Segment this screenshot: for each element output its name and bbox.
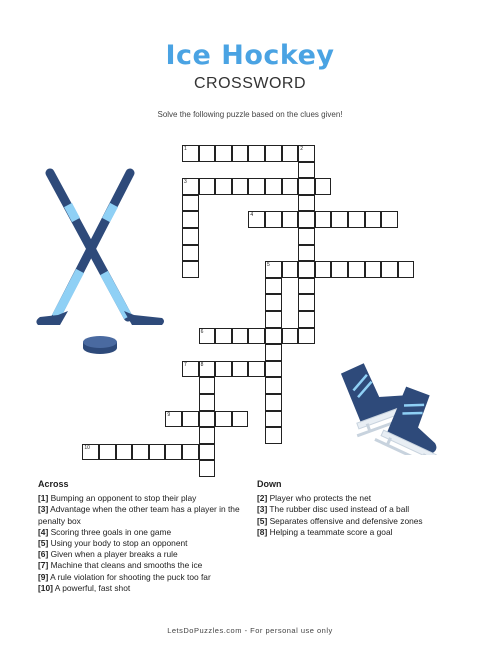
grid-cell[interactable] <box>232 328 249 345</box>
clue-number-label: 6 <box>200 328 204 335</box>
grid-cell[interactable] <box>182 178 199 195</box>
grid-cell[interactable] <box>248 211 265 228</box>
grid-cell[interactable] <box>199 328 216 345</box>
grid-cell[interactable] <box>265 145 282 162</box>
grid-cell[interactable] <box>315 211 332 228</box>
clue-number-label: 4 <box>250 212 254 219</box>
grid-cell[interactable] <box>298 328 315 345</box>
across-clue <box>38 527 248 538</box>
grid-cell[interactable] <box>248 145 265 162</box>
grid-cell[interactable] <box>315 178 332 195</box>
grid-cell[interactable] <box>265 394 282 411</box>
grid-cell[interactable] <box>165 444 182 461</box>
down-clues <box>257 479 462 538</box>
grid-cell[interactable] <box>199 460 216 477</box>
grid-cell[interactable] <box>282 178 299 195</box>
grid-cell[interactable] <box>265 377 282 394</box>
clue-number-label: 7 <box>184 361 187 368</box>
grid-cell[interactable] <box>348 261 365 278</box>
grid-cell[interactable] <box>232 411 249 428</box>
grid-cell[interactable] <box>99 444 116 461</box>
across-clue <box>38 560 248 571</box>
puzzle-title: Ice Hockey <box>165 40 335 71</box>
grid-cell[interactable] <box>232 178 249 195</box>
grid-cell[interactable] <box>182 195 199 212</box>
grid-cell[interactable] <box>215 411 232 428</box>
down-clue <box>257 527 462 538</box>
down-clue <box>257 516 462 527</box>
grid-cell[interactable] <box>298 261 315 278</box>
grid-cell[interactable] <box>215 178 232 195</box>
grid-cell[interactable] <box>298 195 315 212</box>
across-clue <box>38 572 248 583</box>
grid-cell[interactable] <box>282 261 299 278</box>
clue-number: [6] <box>38 549 49 560</box>
grid-cell[interactable] <box>298 294 315 311</box>
grid-cell[interactable] <box>182 245 199 262</box>
clue-text: Player who protects the net <box>267 493 372 504</box>
grid-cell[interactable] <box>282 328 299 345</box>
grid-cell[interactable] <box>298 145 315 162</box>
grid-cell[interactable] <box>265 311 282 328</box>
clue-number: [5] <box>38 538 49 549</box>
grid-cell[interactable] <box>265 178 282 195</box>
grid-cell[interactable] <box>232 361 249 378</box>
grid-cell[interactable] <box>298 278 315 295</box>
grid-cell[interactable] <box>298 178 315 195</box>
across-clue <box>38 493 248 504</box>
grid-cell[interactable] <box>265 361 282 378</box>
grid-cell[interactable] <box>282 211 299 228</box>
grid-cell[interactable] <box>215 361 232 378</box>
puzzle-subtitle: CROSSWORD <box>193 75 307 92</box>
clue-text: Machine that cleans and smooths the ice <box>48 560 203 571</box>
grid-cell[interactable] <box>298 162 315 179</box>
grid-cell[interactable] <box>398 261 415 278</box>
grid-cell[interactable] <box>132 444 149 461</box>
clue-number-label: 10 <box>84 444 90 451</box>
clue-number: [2] <box>257 493 268 504</box>
grid-cell[interactable] <box>199 394 216 411</box>
across-clue <box>38 583 248 594</box>
grid-cell[interactable] <box>182 145 199 162</box>
grid-cell[interactable] <box>149 444 166 461</box>
grid-cell[interactable] <box>298 228 315 245</box>
across-heading: Across <box>38 479 69 489</box>
grid-cell[interactable] <box>365 261 382 278</box>
grid-cell[interactable] <box>199 411 216 428</box>
grid-cell[interactable] <box>265 344 282 361</box>
grid-cell[interactable] <box>199 377 216 394</box>
clue-text: A rule violation for shooting the puck too far <box>48 571 211 582</box>
grid-cell[interactable] <box>248 178 265 195</box>
clue-text: A powerful, fast shot <box>52 582 131 593</box>
grid-cell[interactable] <box>298 311 315 328</box>
clue-number: [4] <box>38 526 49 537</box>
grid-cell[interactable] <box>182 411 199 428</box>
grid-cell[interactable] <box>182 361 199 378</box>
clue-number: [10] <box>38 582 53 593</box>
down-heading: Down <box>257 479 282 489</box>
across-clue <box>38 504 248 526</box>
footer-text: LetsDoPuzzles.com - For personal use only <box>167 626 333 635</box>
clue-number-label: 1 <box>184 146 187 152</box>
grid-cell[interactable] <box>182 444 199 461</box>
across-clues <box>38 479 248 594</box>
down-clue <box>257 493 462 504</box>
grid-cell[interactable] <box>248 361 265 378</box>
grid-cell[interactable] <box>348 211 365 228</box>
clue-number: [9] <box>38 571 49 582</box>
clue-number: [3] <box>38 504 49 515</box>
clue-text: Scoring three goals in one game <box>48 526 172 537</box>
grid-cell[interactable] <box>265 411 282 428</box>
grid-cell[interactable] <box>331 261 348 278</box>
clue-number-label: 2 <box>300 146 303 152</box>
grid-cell[interactable] <box>232 145 249 162</box>
clue-number: [1] <box>38 493 49 504</box>
grid-cell[interactable] <box>199 427 216 444</box>
grid-cell[interactable] <box>365 211 382 228</box>
grid-cell[interactable] <box>381 261 398 278</box>
grid-cell[interactable] <box>265 294 282 311</box>
clue-text: The rubber disc used instead of a ball <box>267 504 410 515</box>
across-clue <box>38 549 248 560</box>
clue-text: Using your body to stop an opponent <box>48 538 188 549</box>
clue-text: Separates offensive and defensive zones <box>267 515 423 526</box>
grid-cell[interactable] <box>298 211 315 228</box>
grid-cell[interactable] <box>82 444 99 461</box>
grid-cell[interactable] <box>215 328 232 345</box>
grid-cell[interactable] <box>182 228 199 245</box>
grid-cell[interactable] <box>265 278 282 295</box>
grid-cell[interactable] <box>265 427 282 444</box>
clue-text: Advantage when the other team has a player in the penalty box <box>38 504 240 526</box>
clue-number: [8] <box>257 526 268 537</box>
grid-cell[interactable] <box>199 444 216 461</box>
grid-cell[interactable] <box>116 444 133 461</box>
grid-cell[interactable] <box>265 328 282 345</box>
grid-cell[interactable] <box>282 145 299 162</box>
clue-number-label: 3 <box>184 179 187 186</box>
across-clue <box>38 538 248 549</box>
grid-cell[interactable] <box>265 261 282 278</box>
grid-cell[interactable] <box>182 261 199 278</box>
clue-text: Given when a player breaks a rule <box>48 549 178 560</box>
grid-cell[interactable] <box>298 245 315 262</box>
grid-cell[interactable] <box>182 211 199 228</box>
grid-cell[interactable] <box>381 211 398 228</box>
grid-cell[interactable] <box>248 328 265 345</box>
grid-cell[interactable] <box>199 145 216 162</box>
clue-number-label: 5 <box>267 262 270 269</box>
grid-cell[interactable] <box>199 178 216 195</box>
clue-number: [5] <box>257 515 268 526</box>
instructions-text: Solve the following puzzle based on the clues given! <box>157 110 343 119</box>
clue-text: Bumping an opponent to stop their play <box>48 493 197 504</box>
clue-text: Helping a teammate score a goal <box>267 526 393 537</box>
grid-cell[interactable] <box>331 211 348 228</box>
grid-cell[interactable] <box>315 261 332 278</box>
grid-cell[interactable] <box>165 411 182 428</box>
grid-cell[interactable] <box>199 361 216 378</box>
clue-number: [7] <box>38 560 49 571</box>
clue-number-label: 8 <box>200 361 204 368</box>
down-clue <box>257 504 462 515</box>
grid-cell[interactable] <box>215 145 232 162</box>
grid-cell[interactable] <box>265 211 282 228</box>
clue-number: [3] <box>257 504 268 515</box>
clue-number-label: 9 <box>167 411 171 418</box>
